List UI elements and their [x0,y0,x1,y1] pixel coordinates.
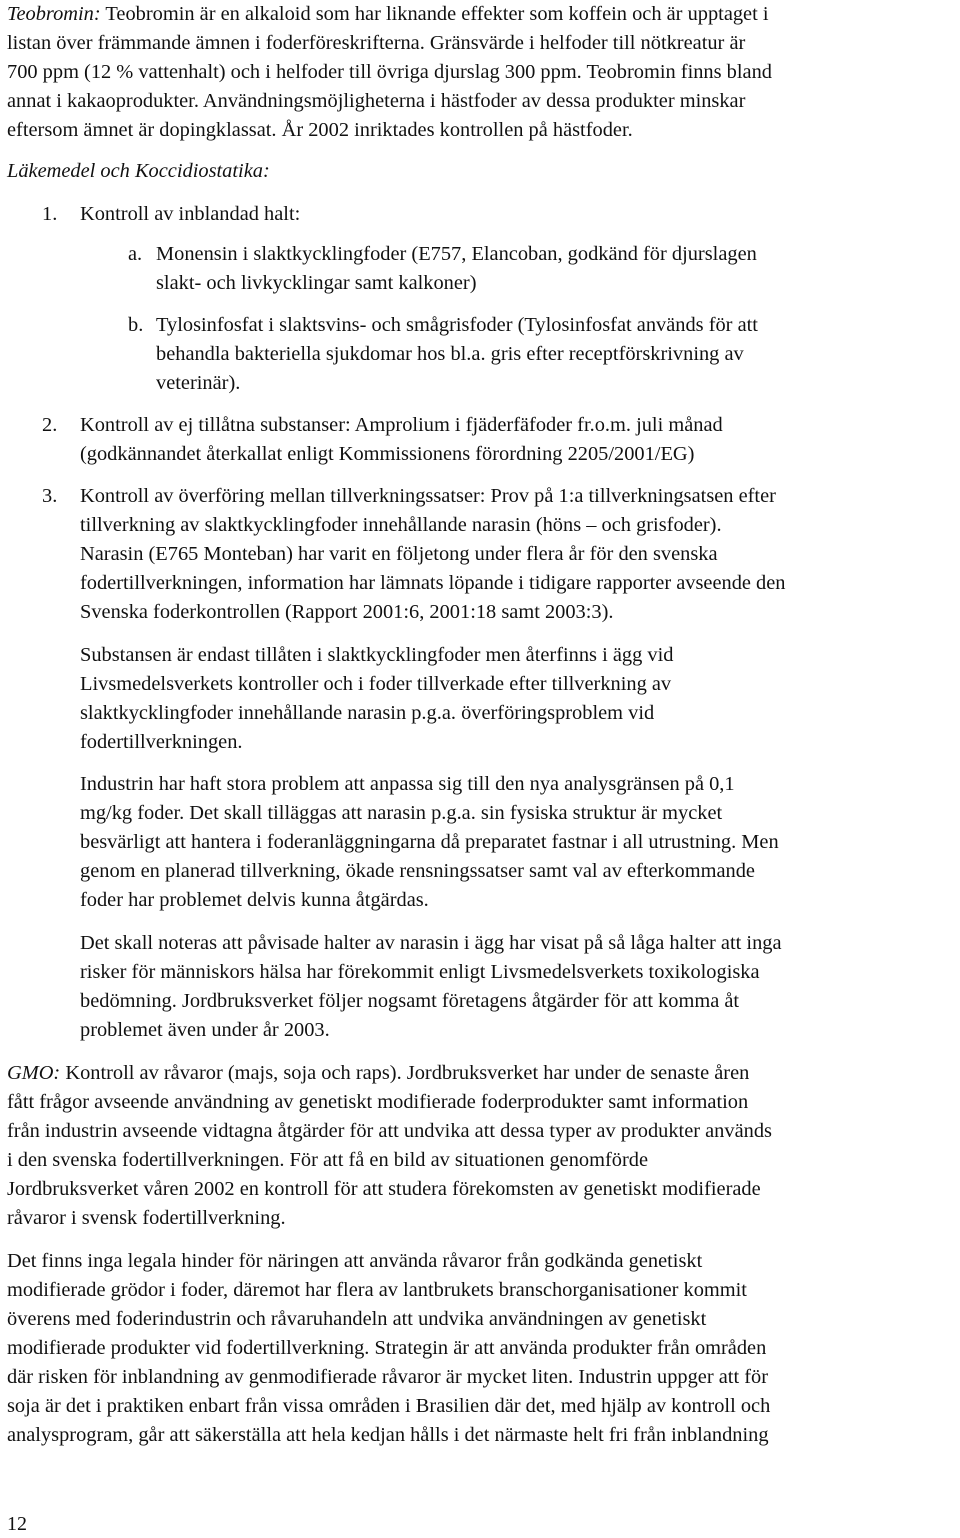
item-3-p3-line-3: besvärligt att hantera i foderanläggningarna då preparatet fastnar i all utrustning. Men [80,831,779,853]
item-1-text: Kontroll av inblandad halt: [80,203,301,225]
item-3-p2-line-2: Livsmedelsverkets kontroller och i foder tillverkade efter tillverkning av [80,673,672,695]
teobromin-line-5: eftersom ämnet är dopingklassat. År 2002 inriktades kontrollen på hästfoder. [7,119,633,141]
teobromin-label: Teobromin: [7,3,101,25]
gmo-p2-line-6: soja är det i praktiken enbart från vissa områden i Brasilien där det, med hjälp av kontroll och [7,1395,771,1417]
gmo-line-5: Jordbruksverket våren 2002 en kontroll för att studera förekomsten av genetiskt modifierade [7,1178,761,1200]
gmo-line-4: i den svenska fodertillverkningen. För att få en bild av situationen genomförde [7,1149,649,1171]
gmo-p2-line-3: överens med foderindustrin och råvaruhandeln att undvika användningen av genetiskt [7,1308,707,1330]
item-3-line-4: fodertillverkningen, information har lämnats löpande i tidigare rapporter avseende den [80,572,786,594]
item-1b-line-2: behandla bakteriella sjukdomar hos bl.a. gris efter receptförskrivning av [156,343,744,365]
teobromin-line-1: Teobromin: Teobromin är en alkaloid som har liknande effekter som koffein och är upptaget i [7,3,769,25]
list-number-2: 2. [42,414,58,436]
item-1a-line-1: Monensin i slaktkycklingfoder (E757, Elancoban, godkänd för djurslagen [156,243,757,265]
gmo-line-3: från industrin avseende vidtagna åtgärder för att undvika att dessa typer av produkter används [7,1120,772,1142]
item-3-line-3: Narasin (E765 Monteban) har varit en följetong under flera år för den svenska [80,543,718,565]
item-1b-line-1: Tylosinfosfat i slaktsvins- och smågrisfoder (Tylosinfosfat används för att [156,314,758,336]
item-3-p4-line-1: Det skall noteras att påvisade halter av narasin i ägg har visat på så låga halter att inga [80,932,782,954]
item-3-p3-line-5: foder har problemet delvis kunna åtgärdas. [80,889,429,911]
gmo-p2-line-2: modifierade grödor i foder, däremot har flera av lantbrukets branschorganisationer kommit [7,1279,747,1301]
gmo-label: GMO: [7,1062,61,1084]
gmo-line-6: råvaror i svensk fodertillverkning. [7,1207,286,1229]
item-3-p2-line-3: slaktkycklingfoder innehållande narasin p.g.a. överföringsproblem vid [80,702,655,724]
lakemedel-heading: Läkemedel och Koccidiostatika: [7,160,270,182]
item-3-p3-line-1: Industrin har haft stora problem att anpassa sig till den nya analysgränsen på 0,1 [80,773,735,795]
teobromin-line-2: listan över främmande ämnen i foderföreskrifterna. Gränsvärde i helfoder till nötkreatur är [7,32,746,54]
item-1a-line-2: slakt- och livkycklingar samt kalkoner) [156,272,477,294]
sublist-label-b: b. [128,314,144,336]
gmo-line-1: GMO: Kontroll av råvaror (majs, soja och raps). Jordbruksverket har under de senaste åren [7,1062,750,1084]
item-3-line-5: Svenska foderkontrollen (Rapport 2001:6, 2001:18 samt 2003:3). [80,601,614,623]
teobromin-line-4: annat i kakaoprodukter. Användningsmöjligheterna i hästfoder av dessa produkter minskar [7,90,746,112]
item-3-p3-line-4: genom en planerad tillverkning, ökade rensningssatser samt val av efterkommande [80,860,755,882]
item-3-line-2: tillverkning av slaktkycklingfoder innehållande narasin (höns – och grisfoder). [80,514,722,536]
item-3-line-1: Kontroll av överföring mellan tillverkningssatser: Prov på 1:a tillverkningsatsen efter [80,485,776,507]
page-number: 12 [7,1513,27,1535]
list-number-3: 3. [42,485,58,507]
item-2-line-1: Kontroll av ej tillåtna substanser: Amprolium i fjäderfäfoder fr.o.m. juli månad [80,414,723,436]
list-number-1: 1. [42,203,58,225]
gmo-p2-line-5: där risken för inblandning av genmodifierade råvaror är mycket liten. Industrin uppger att för [7,1366,768,1388]
item-3-p2-line-4: fodertillverkningen. [80,731,243,753]
teobromin-line-3: 700 ppm (12 % vattenhalt) och i helfoder till övriga djurslag 300 ppm. Teobromin finns bland [7,61,772,83]
item-1b-line-3: veterinär). [156,372,241,394]
item-3-p3-line-2: mg/kg foder. Det skall tilläggas att narasin p.g.a. sin fysiska struktur är mycket [80,802,723,824]
item-2-line-2: (godkännandet återkallat enligt Kommissionens förordning 2205/2001/EG) [80,443,695,465]
sublist-label-a: a. [128,243,143,265]
gmo-p2-line-4: modifierade produkter vid fodertillverkning. Strategin är att använda produkter från områden [7,1337,767,1359]
gmo-p2-line-1: Det finns inga legala hinder för näringen att använda råvaror från godkända genetiskt [7,1250,703,1272]
item-3-p4-line-3: bedömning. Jordbruksverket följer nogsamt företagens åtgärder för att komma åt [80,990,740,1012]
item-3-p2-line-1: Substansen är endast tillåten i slaktkycklingfoder men återfinns i ägg vid [80,644,674,666]
gmo-line-2: fått frågor avseende användning av genetiskt modifierade foderprodukter samt information [7,1091,749,1113]
gmo-p2-line-7: analysprogram, går att säkerställa att hela kedjan hålls i det närmaste helt fri från inblandning [7,1424,769,1446]
item-3-p4-line-4: problemet även under år 2003. [80,1019,330,1041]
item-3-p4-line-2: risker för människors hälsa har förekommit enligt Livsmedelsverkets toxikologiska [80,961,760,983]
